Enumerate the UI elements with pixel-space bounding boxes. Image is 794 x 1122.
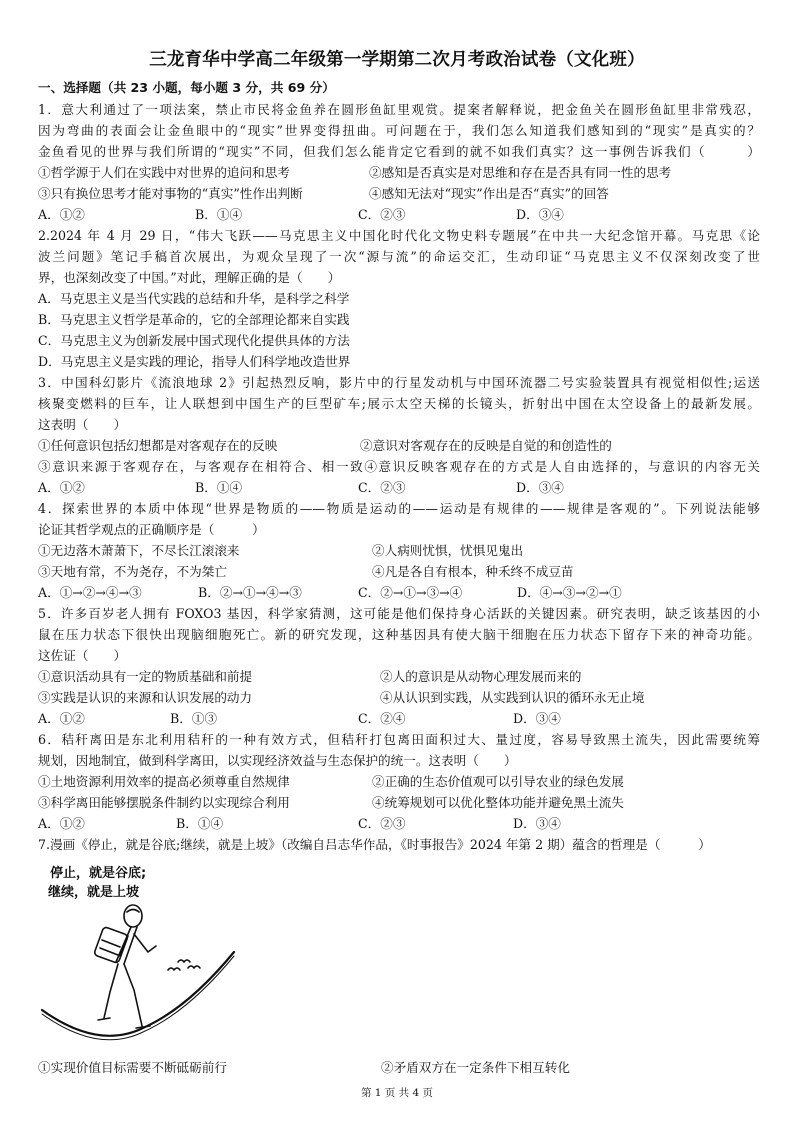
q5-statement: ②人的意识是从动物心理发展而来的 bbox=[380, 669, 582, 684]
q1-statement: ③只有换位思考才能对事物的“真实”性作出判断 bbox=[38, 186, 303, 201]
q2-stem-line: 2.2024 年 4 月 29 日，“伟大飞跃——马克思主义中国化时代化文物史料专题展”在中共一大纪念馆开幕。马克思《论 bbox=[38, 228, 760, 243]
q6-choice-a[interactable]: A．①② bbox=[38, 816, 85, 831]
q1-choice-a[interactable]: A．①② bbox=[38, 207, 85, 222]
q7-statement: ②矛盾双方在一定条件下相互转化 bbox=[381, 1060, 570, 1075]
q2-option-a[interactable]: A．马克思主义是当代实践的总结和升华，是科学之科学 bbox=[38, 291, 350, 306]
q4-statement: ④凡是各自有根本，种禾终不成豆苗 bbox=[372, 564, 574, 579]
q6-stem-line: 6．秸秆离田是东北利用秸秆的一种有效方式，但秸秆打包离田面积过大、量过度，容易导致黑土流失，因此需要统筹 bbox=[38, 732, 760, 747]
q5-choice-b[interactable]: B．①③ bbox=[170, 711, 218, 726]
q4-statement: ②人病则忧惧，忧惧见鬼出 bbox=[372, 543, 524, 558]
q1-choice-d[interactable]: D．③④ bbox=[516, 207, 564, 222]
q6-statement: ④统筹规划可以优化整体功能并避免黑土流失 bbox=[372, 795, 624, 810]
section-heading: 一、选择题（共 23 小题，每小题 3 分，共 69 分） bbox=[38, 80, 335, 95]
q5-statement: ①意识活动具有一定的物质基础和前提 bbox=[38, 669, 253, 684]
q3-choice-a[interactable]: A．①② bbox=[38, 480, 85, 495]
q3-statement: ③意识来源于客观存在，与客观存在相符合、相一致④意识反映客观存在的方式是人自由选择的，与意识的内容无关 bbox=[38, 459, 760, 474]
q5-stem-line: 这佐证（ ） bbox=[38, 648, 127, 663]
q4-statement: ③天地有常，不为尧存，不为桀亡 bbox=[38, 564, 227, 579]
q6-statement: ③科学离田能够摆脱条件制约以实现综合利用 bbox=[38, 795, 290, 810]
q1-statement: ④感知无法对“现实”作出是否“真实”的回答 bbox=[369, 186, 609, 201]
q7-stem-line: 7.漫画《停止，就是谷底;继续，就是上坡》（改编自吕志华作品，《时事报告》2024 年第 2 期）蕴含的哲理是（ ） bbox=[38, 837, 711, 852]
q3-stem-line: 这表明（ ） bbox=[38, 417, 127, 432]
q4-choice-d[interactable]: D．④→③→②→① bbox=[517, 585, 622, 600]
q1-statement: ①哲学源于人们在实践中对世界的追问和思考 bbox=[38, 165, 290, 180]
cartoon-caption: 继续，就是上坡 bbox=[48, 885, 140, 900]
q1-choice-b[interactable]: B．①④ bbox=[195, 207, 243, 222]
q5-choice-c[interactable]: C．②④ bbox=[358, 711, 406, 726]
q6-choice-c[interactable]: C．②③ bbox=[358, 816, 406, 831]
q2-stem-line: 波兰问题》笔记手稿首次展出，为观众呈现了一次“源与流”的命运交汇，生动印证“马克思主义不仅深刻改变了世 bbox=[38, 249, 760, 264]
q3-stem-line: 核聚变燃料的巨车，让人联想到中国生产的巨型矿车;展示太空天梯的长镜头，折射出中国在太空设备上的最新发展。 bbox=[38, 396, 760, 411]
page-footer: 第 1 页 共 4 页 bbox=[360, 1087, 434, 1099]
q3-statement: ②意识对客观存在的反映是自觉的和创造性的 bbox=[360, 438, 612, 453]
q6-statement: ①土地资源利用效率的提高必须尊重自然规律 bbox=[38, 774, 290, 789]
q2-option-d[interactable]: D．马克思主义是实践的理论，指导人们科学地改造世界 bbox=[38, 354, 351, 369]
q6-stem-line: 规划，因地制宜，做到科学离田，以实现经济效益与生态保护的统一。这表明（ ） bbox=[38, 753, 517, 768]
q5-choice-d[interactable]: D．③④ bbox=[513, 711, 561, 726]
q2-stem-line: 界，也深刻改变了中国。”对此，理解正确的是（ ） bbox=[38, 270, 341, 285]
q1-statement: ②感知是否真实是对思维和存在是否具有同一性的思考 bbox=[369, 165, 672, 180]
q4-stem-line: 论证其哲学观点的正确顺序是（ ） bbox=[38, 522, 265, 537]
q5-statement: ③实践是认识的来源和认识发展的动力 bbox=[38, 690, 253, 705]
exam-title: 三龙育华中学高二年级第一学期第二次月考政治试卷（文化班） bbox=[149, 50, 645, 70]
q1-stem-line: 因为弯曲的表面会让金鱼眼中的“现实”世界变得扭曲。可问题在于，我们怎么知道我们感知到的“现实”是真实的？ bbox=[38, 123, 760, 138]
q5-statement: ④从认识到实践，从实践到认识的循环永无止境 bbox=[380, 690, 645, 705]
q1-stem-line: 1．意大利通过了一项法案，禁止市民将金鱼养在圆形鱼缸里观赏。提案者解释说，把金鱼关在圆形鱼缸里非常残忍， bbox=[38, 102, 760, 117]
q2-option-c[interactable]: C．马克思主义为创新发展中国式现代化提供具体的方法 bbox=[38, 333, 350, 348]
q4-choice-b[interactable]: B．②→①→④→③ bbox=[198, 585, 302, 600]
cartoon-illustration bbox=[38, 900, 238, 1050]
q1-stem-line: 金鱼看见的世界与我们所谓的“现实”不同，但我们怎么能肯定它看到的就不如我们真实？这一事例告诉我们（ ） bbox=[38, 144, 760, 159]
q3-stem-line: 3．中国科幻影片《流浪地球 2》引起热烈反响，影片中的行星发动机与中国环流器二号实验装置具有视觉相似性;运送 bbox=[38, 375, 760, 390]
q3-choice-b[interactable]: B．①④ bbox=[195, 480, 243, 495]
q4-choice-c[interactable]: C．②→①→③→④ bbox=[358, 585, 463, 600]
q6-choice-b[interactable]: B．①④ bbox=[176, 816, 224, 831]
q3-choice-d[interactable]: D．③④ bbox=[516, 480, 564, 495]
q4-choice-a[interactable]: A．①→②→④→③ bbox=[38, 585, 142, 600]
q7-statement: ①实现价值目标需要不断砥砺前行 bbox=[38, 1060, 227, 1075]
q6-choice-d[interactable]: D．③④ bbox=[513, 816, 561, 831]
q3-statement: ①任何意识包括幻想都是对客观存在的反映 bbox=[38, 438, 278, 453]
q3-choice-c[interactable]: C．②③ bbox=[358, 480, 406, 495]
q4-stem-line: 4．探索世界的本质中体现“世界是物质的——物质是运动的——运动是有规律的——规律是客观的”。下列说法能够 bbox=[38, 501, 760, 516]
q5-stem-line: 鼠在压力状态下很快出现脑细胞死亡。新的研究发现，这种基因具有使大脑干细胞在压力状态下留存下来的神奇功能。 bbox=[38, 627, 760, 642]
q1-choice-c[interactable]: C．②③ bbox=[358, 207, 406, 222]
cartoon-caption: 停止，就是谷底; bbox=[50, 866, 147, 881]
q6-statement: ②正确的生态价值观可以引导农业的绿色发展 bbox=[372, 774, 624, 789]
q2-option-b[interactable]: B．马克思主义哲学是革命的，它的全部理论都来自实践 bbox=[38, 312, 350, 327]
q5-choice-a[interactable]: A．①② bbox=[38, 711, 85, 726]
q5-stem-line: 5．许多百岁老人拥有 FOXO3 基因，科学家猜测，这可能是他们保持身心活跃的关键因素。研究表明，缺乏该基因的小 bbox=[38, 606, 760, 621]
q4-statement: ①无边落木萧萧下，不尽长江滚滚来 bbox=[38, 543, 240, 558]
